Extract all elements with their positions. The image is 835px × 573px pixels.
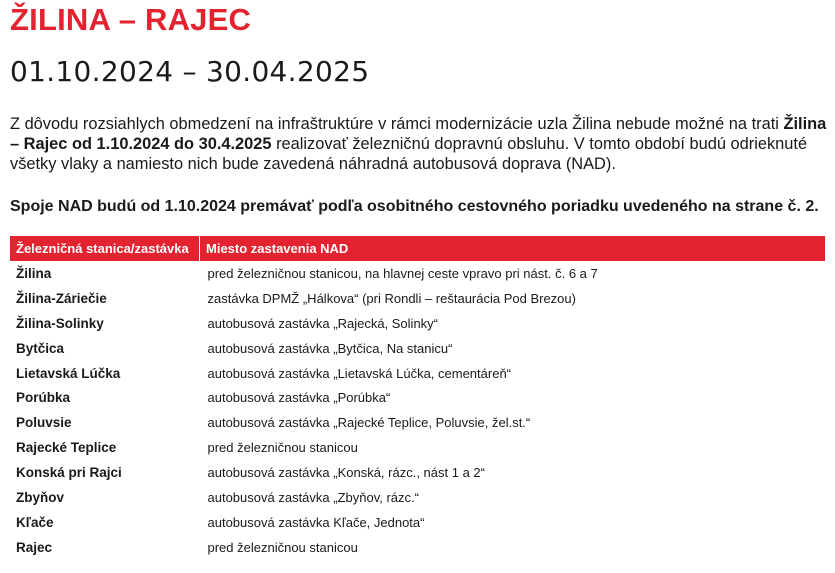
stop-location: pred železničnou stanicou	[207, 440, 358, 456]
station-name: Žilina-Záriečie	[16, 290, 107, 306]
stop-location: autobusová zastávka „Bytčica, Na stanicu“	[207, 340, 453, 356]
stop-location: zastávka DPMŽ „Hálkova“ (pri Rondli – reštaurácia Pod Brezou)	[207, 290, 576, 306]
station-name: Rajecké Teplice	[16, 440, 117, 456]
station-name: Poluvsie	[16, 415, 72, 431]
table-row	[10, 460, 825, 485]
station-name: Konská pri Rajci	[16, 465, 122, 481]
table-row	[10, 311, 825, 336]
stop-location: autobusová zastávka „Rajecká, Solinky“	[207, 315, 439, 331]
table-row	[10, 286, 825, 311]
table-row	[10, 510, 825, 535]
table-row	[10, 385, 825, 410]
stop-location: autobusová zastávka „Porúbka“	[207, 390, 391, 406]
table-row	[10, 261, 825, 286]
table-row	[10, 535, 825, 560]
header-station: Železničná stanica/zastávka	[10, 236, 200, 261]
schedule-note: Spoje NAD budú od 1.10.2024 premávať podľa osobitného cestovného poriadku uvedeného na strane č. 2.	[10, 198, 819, 215]
station-name: Kľače	[16, 514, 54, 530]
station-name: Žilina-Solinky	[16, 315, 104, 331]
stop-location: pred železničnou stanicou	[207, 539, 358, 555]
intro-route-period: Žilina – Rajec od 1.10.2024 do 30.4.2025	[10, 115, 827, 153]
table-row	[10, 361, 825, 386]
stop-location: autobusová zastávka „Zbyňov, rázc.“	[207, 489, 419, 505]
table-row	[10, 435, 825, 460]
table-row	[10, 410, 825, 435]
station-name: Lietavská Lúčka	[16, 365, 121, 381]
station-name: Rajec	[16, 539, 53, 555]
intro-text-start: Z dôvodu rozsiahlych obmedzení na infraštruktúre v rámci modernizácie uzla Žilina nebude možné na trati	[10, 115, 784, 133]
stop-location: autobusová zastávka „Lietavská Lúčka, cementáreň“	[207, 365, 512, 381]
stop-location: autobusová zastávka „Rajecké Teplice, Poluvsie, žel.st.“	[207, 415, 531, 431]
station-name: Žilina	[16, 265, 52, 281]
date-range: 01.10.2024 – 30.04.2025	[10, 55, 370, 88]
stop-location: autobusová zastávka Kľače, Jednota“	[207, 514, 425, 530]
table-row	[10, 485, 825, 510]
intro-paragraph	[10, 114, 832, 174]
table-row	[10, 336, 825, 361]
table-header-row	[10, 236, 825, 261]
stop-location: autobusová zastávka „Konská, rázc., nást 1 a 2“	[207, 465, 485, 481]
station-name: Porúbka	[16, 390, 71, 406]
station-name: Zbyňov	[16, 489, 65, 505]
route-title: ŽILINA – RAJEC	[10, 2, 252, 37]
stop-location: pred železničnou stanicou, na hlavnej ceste vpravo pri nást. č. 6 a 7	[207, 265, 598, 281]
header-stop-location: Miesto zastavenia NAD	[200, 236, 826, 261]
station-name: Bytčica	[16, 340, 65, 356]
intro-text-end: realizovať železničnú dopravnú obsluhu. V tomto období budú odrieknuté všetky vlaky a namiesto nich bude zavedená náhradná autobusová doprava (NAD).	[10, 135, 808, 173]
stops-table	[10, 236, 825, 560]
